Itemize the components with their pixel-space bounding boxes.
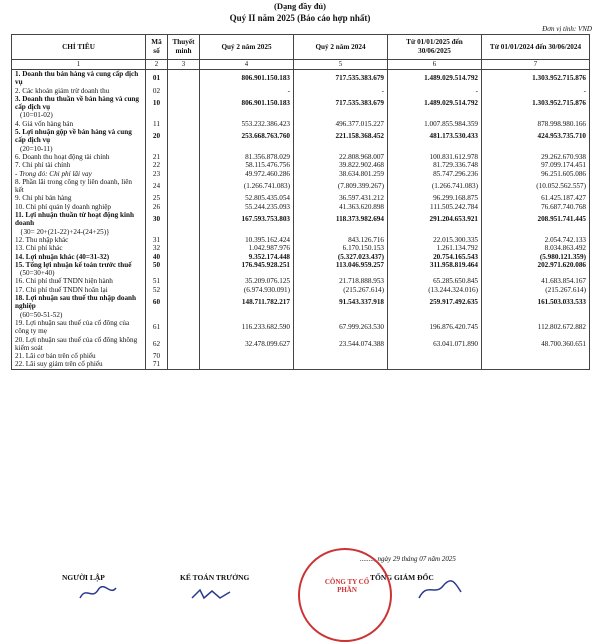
row-ytd-2025: 81.729.336.748 [388, 161, 482, 169]
row-q2-2025: 9.352.174.448 [200, 253, 294, 261]
row-code: 10 [146, 95, 168, 112]
row-ytd-2024: (10.052.562.557) [482, 178, 590, 195]
row-ytd-2024: 2.054.742.133 [482, 236, 590, 244]
row-q2-2024: 21.718.888.953 [294, 277, 388, 285]
col-number: 5 [294, 60, 388, 70]
row-code: 60 [146, 294, 168, 311]
table-row [12, 319, 590, 336]
report-subtitle: (Dạng đầy đủ) [274, 1, 326, 11]
row-label: 11. Lợi nhuận thuần từ hoạt động kinh doanh [12, 211, 146, 228]
row-note [168, 294, 200, 311]
row-q2-2024: 67.999.263.530 [294, 319, 388, 336]
row-label: (10=01-02) [12, 111, 146, 119]
row-code: 31 [146, 236, 168, 244]
row-ytd-2025: 85.747.296.236 [388, 170, 482, 178]
row-q2-2024: 717.535.383.679 [294, 95, 388, 112]
table-row [12, 311, 590, 319]
row-code: 52 [146, 286, 168, 294]
row-q2-2025: (1.266.741.083) [200, 178, 294, 195]
row-note [168, 70, 200, 87]
row-ytd-2024: 48.700.360.651 [482, 336, 590, 353]
col-number: 6 [388, 60, 482, 70]
row-q2-2024: 39.822.902.468 [294, 161, 388, 169]
row-q2-2024 [294, 352, 388, 360]
row-q2-2025: 35.209.076.125 [200, 277, 294, 285]
row-ytd-2024: 29.262.670.938 [482, 153, 590, 161]
row-ytd-2025: 65.285.650.845 [388, 277, 482, 285]
row-q2-2024 [294, 111, 388, 119]
row-code: 51 [146, 277, 168, 285]
row-ytd-2025 [388, 269, 482, 277]
row-ytd-2025 [388, 311, 482, 319]
row-note [168, 236, 200, 244]
row-q2-2024: 36.597.431.212 [294, 194, 388, 202]
director-label: TỔNG GIÁM ĐỐC [370, 573, 434, 582]
row-ytd-2025: 20.754.165.543 [388, 253, 482, 261]
row-q2-2025: 553.232.386.423 [200, 120, 294, 128]
row-q2-2024: - [294, 87, 388, 95]
row-code: 61 [146, 319, 168, 336]
row-q2-2024: 6.170.150.153 [294, 244, 388, 252]
row-q2-2025 [200, 111, 294, 119]
table-row [12, 244, 590, 252]
director-signature [415, 580, 465, 600]
table-row [12, 70, 590, 87]
row-label: 10. Chi phí quản lý doanh nghiệp [12, 203, 146, 211]
row-q2-2025: 167.593.753.803 [200, 211, 294, 228]
row-label: 21. Lãi cơ bản trên cổ phiếu [12, 352, 146, 360]
row-code [146, 269, 168, 277]
row-note [168, 120, 200, 128]
row-ytd-2025 [388, 360, 482, 369]
table-row [12, 336, 590, 353]
row-ytd-2025: 63.041.071.890 [388, 336, 482, 353]
row-code: 32 [146, 244, 168, 252]
table-row [12, 269, 590, 277]
col-number: 2 [146, 60, 168, 70]
row-label: 9. Chi phí bán hàng [12, 194, 146, 202]
row-note [168, 311, 200, 319]
table-row [12, 161, 590, 169]
row-code: 01 [146, 70, 168, 87]
row-q2-2025: 176.945.928.251 [200, 261, 294, 269]
table-row [12, 228, 590, 236]
row-q2-2025: 58.115.476.756 [200, 161, 294, 169]
row-label: 1. Doanh thu bán hàng và cung cấp dịch vụ [12, 70, 146, 87]
table-row [12, 211, 590, 228]
row-q2-2025 [200, 269, 294, 277]
row-ytd-2024: 1.303.952.715.876 [482, 95, 590, 112]
row-label: 8. Phần lãi trong công ty liên doanh, liên kết [12, 178, 146, 195]
row-q2-2025: 10.395.162.424 [200, 236, 294, 244]
row-note [168, 211, 200, 228]
row-ytd-2024: 112.802.672.882 [482, 319, 590, 336]
row-ytd-2024: 208.951.741.445 [482, 211, 590, 228]
row-ytd-2025: - [388, 87, 482, 95]
table-row [12, 277, 590, 285]
row-ytd-2025: (1.266.741.083) [388, 178, 482, 195]
row-note [168, 352, 200, 360]
row-ytd-2024: 41.683.854.167 [482, 277, 590, 285]
currency-unit: Đơn vị tính: VND [542, 25, 592, 33]
row-q2-2025: 81.356.878.029 [200, 153, 294, 161]
row-note [168, 269, 200, 277]
row-q2-2025: 806.901.150.183 [200, 70, 294, 87]
table-row [12, 120, 590, 128]
row-code: 50 [146, 261, 168, 269]
row-ytd-2025: 481.173.530.433 [388, 128, 482, 145]
row-code: 30 [146, 211, 168, 228]
row-code: 24 [146, 178, 168, 195]
row-note [168, 203, 200, 211]
row-label: 2. Các khoản giảm trừ doanh thu [12, 87, 146, 95]
row-q2-2024: 41.363.620.898 [294, 203, 388, 211]
row-note [168, 261, 200, 269]
row-note [168, 170, 200, 178]
row-ytd-2025: 1.489.029.514.792 [388, 95, 482, 112]
table-row [12, 153, 590, 161]
row-label: (50=30+40) [12, 269, 146, 277]
row-ytd-2024: 202.971.620.086 [482, 261, 590, 269]
row-q2-2024: 221.158.368.452 [294, 128, 388, 145]
row-q2-2025: 148.711.782.217 [200, 294, 294, 311]
table-row [12, 111, 590, 119]
table-row [12, 261, 590, 269]
row-ytd-2024: (215.267.614) [482, 286, 590, 294]
row-ytd-2025: 22.015.300.335 [388, 236, 482, 244]
row-label: 14. Lợi nhuận khác (40=31-32) [12, 253, 146, 261]
chief-accountant-signature [190, 588, 240, 600]
row-q2-2024 [294, 269, 388, 277]
row-label: 6. Doanh thu hoạt động tài chính [12, 153, 146, 161]
row-code: 40 [146, 253, 168, 261]
row-code: 20 [146, 128, 168, 145]
row-q2-2024: 113.046.959.257 [294, 261, 388, 269]
row-q2-2025: 806.901.150.183 [200, 95, 294, 112]
row-code: 23 [146, 170, 168, 178]
preparer-signature [78, 586, 118, 600]
row-q2-2024: 91.543.337.918 [294, 294, 388, 311]
income-statement-table [11, 34, 590, 370]
table-row [12, 286, 590, 294]
row-ytd-2025 [388, 228, 482, 236]
table-row [12, 203, 590, 211]
row-ytd-2024: 61.425.187.427 [482, 194, 590, 202]
row-code: 02 [146, 87, 168, 95]
row-label: 22. Lãi suy giảm trên cổ phiếu [12, 360, 146, 369]
row-ytd-2025: 1.489.029.514.792 [388, 70, 482, 87]
table-row [12, 95, 590, 112]
row-q2-2024: 843.126.716 [294, 236, 388, 244]
row-q2-2024 [294, 145, 388, 153]
row-note [168, 286, 200, 294]
header-row [12, 35, 590, 60]
table-row [12, 294, 590, 311]
row-note [168, 153, 200, 161]
row-ytd-2024: 8.034.863.492 [482, 244, 590, 252]
col-header-code: Mã số [146, 35, 168, 60]
col-header-ytd-2025: Từ 01/01/2025 đến 30/06/2025 [388, 35, 482, 60]
row-code [146, 145, 168, 153]
row-label: 17. Chi phí thuế TNDN hoãn lại [12, 286, 146, 294]
col-header-q2-2024: Quý 2 năm 2024 [294, 35, 388, 60]
row-ytd-2025 [388, 145, 482, 153]
row-label: 7. Chi phí tài chính [12, 161, 146, 169]
row-note [168, 253, 200, 261]
row-ytd-2024: 161.503.033.533 [482, 294, 590, 311]
row-q2-2024 [294, 228, 388, 236]
row-label: (20=10-11) [12, 145, 146, 153]
row-label: 13. Chi phí khác [12, 244, 146, 252]
report-title: Quý II năm 2025 (Báo cáo hợp nhất) [229, 13, 371, 23]
row-label: 3. Doanh thu thuần về bán hàng và cung cấp dịch vụ [12, 95, 146, 112]
row-label: 18. Lợi nhuận sau thuế thu nhập doanh nghiệp [12, 294, 146, 311]
row-note [168, 178, 200, 195]
row-q2-2024: 23.544.074.388 [294, 336, 388, 353]
row-q2-2024: (215.267.614) [294, 286, 388, 294]
row-note [168, 319, 200, 336]
row-label: 4. Giá vốn hàng bán [12, 120, 146, 128]
table-row [12, 236, 590, 244]
row-code: 70 [146, 352, 168, 360]
row-q2-2025 [200, 228, 294, 236]
row-label: 12. Thu nhập khác [12, 236, 146, 244]
table-body [12, 70, 590, 370]
row-code: 11 [146, 120, 168, 128]
row-note [168, 336, 200, 353]
col-number: 7 [482, 60, 590, 70]
row-ytd-2024: 424.953.735.710 [482, 128, 590, 145]
row-q2-2025: 116.233.682.590 [200, 319, 294, 336]
row-ytd-2024 [482, 360, 590, 369]
row-code: 26 [146, 203, 168, 211]
row-ytd-2025 [388, 111, 482, 119]
table-row [12, 178, 590, 195]
row-code: 25 [146, 194, 168, 202]
row-note [168, 228, 200, 236]
row-q2-2024 [294, 360, 388, 369]
row-ytd-2024: (5.980.121.359) [482, 253, 590, 261]
table-row [12, 145, 590, 153]
row-note [168, 145, 200, 153]
row-note [168, 87, 200, 95]
table-row [12, 253, 590, 261]
row-code [146, 228, 168, 236]
chief-accountant-label: KẾ TOÁN TRƯỞNG [180, 573, 250, 582]
row-label: 15. Tổng lợi nhuận kế toán trước thuế [12, 261, 146, 269]
row-q2-2024 [294, 311, 388, 319]
row-ytd-2025: 1.261.134.792 [388, 244, 482, 252]
table-row [12, 87, 590, 95]
row-ytd-2025: 111.505.242.784 [388, 203, 482, 211]
row-label: 5. Lợi nhuận gộp về bán hàng và cung cấp dịch vụ [12, 128, 146, 145]
row-q2-2025: - [200, 87, 294, 95]
col-header-note: Thuyết minh [168, 35, 200, 60]
row-q2-2025 [200, 311, 294, 319]
row-q2-2024: 717.535.383.679 [294, 70, 388, 87]
row-label: {30= 20+(21-22)+24-(24+25)} [12, 228, 146, 236]
row-ytd-2025: 1.007.855.984.359 [388, 120, 482, 128]
row-q2-2025 [200, 360, 294, 369]
row-ytd-2025: 100.831.612.978 [388, 153, 482, 161]
row-note [168, 277, 200, 285]
row-q2-2024: 38.634.801.259 [294, 170, 388, 178]
col-number: 1 [12, 60, 146, 70]
col-header-item: CHỈ TIÊU [12, 35, 146, 60]
row-label: 16. Chi phí thuế TNDN hiện hành [12, 277, 146, 285]
row-ytd-2025: 291.204.653.921 [388, 211, 482, 228]
row-ytd-2024: 1.303.952.715.876 [482, 70, 590, 87]
row-ytd-2025: 96.299.168.875 [388, 194, 482, 202]
row-ytd-2024: 76.687.740.768 [482, 203, 590, 211]
row-q2-2024: 118.373.982.694 [294, 211, 388, 228]
row-q2-2025: 52.805.435.054 [200, 194, 294, 202]
table-row [12, 352, 590, 360]
row-note [168, 194, 200, 202]
row-code [146, 111, 168, 119]
row-q2-2025 [200, 145, 294, 153]
row-q2-2025: 49.972.460.286 [200, 170, 294, 178]
row-label: 19. Lợi nhuận sau thuế của cổ đông của công ty mẹ [12, 319, 146, 336]
row-code: 22 [146, 161, 168, 169]
row-ytd-2024: 96.251.605.086 [482, 170, 590, 178]
row-ytd-2024: - [482, 87, 590, 95]
row-q2-2025: (6.974.930.091) [200, 286, 294, 294]
row-code: 62 [146, 336, 168, 353]
row-label: (60=50-51-52) [12, 311, 146, 319]
table-row [12, 128, 590, 145]
row-ytd-2025: 259.917.492.635 [388, 294, 482, 311]
row-q2-2025: 1.042.987.976 [200, 244, 294, 252]
row-ytd-2024 [482, 145, 590, 153]
row-note [168, 360, 200, 369]
preparer-label: NGƯỜI LẬP [62, 573, 105, 582]
row-ytd-2025 [388, 352, 482, 360]
row-label: - Trong đó: Chi phí lãi vay [12, 170, 146, 178]
row-q2-2024: 22.808.968.007 [294, 153, 388, 161]
row-q2-2025: 55.244.235.093 [200, 203, 294, 211]
column-number-row [12, 60, 590, 70]
row-code: 21 [146, 153, 168, 161]
table-row [12, 194, 590, 202]
row-q2-2024: 496.377.015.227 [294, 120, 388, 128]
col-header-q2-2025: Quý 2 năm 2025 [200, 35, 294, 60]
col-header-ytd-2024: Từ 01/01/2024 đến 30/06/2024 [482, 35, 590, 60]
row-ytd-2024 [482, 111, 590, 119]
row-ytd-2024 [482, 352, 590, 360]
row-ytd-2024 [482, 269, 590, 277]
row-ytd-2025: 196.876.420.745 [388, 319, 482, 336]
row-note [168, 161, 200, 169]
row-q2-2025 [200, 352, 294, 360]
row-ytd-2025: (13.244.324.016) [388, 286, 482, 294]
col-number: 3 [168, 60, 200, 70]
col-number: 4 [200, 60, 294, 70]
row-code [146, 311, 168, 319]
table-row [12, 170, 590, 178]
row-note [168, 95, 200, 112]
row-ytd-2025: 311.958.819.464 [388, 261, 482, 269]
row-label: 20. Lợi nhuận sau thuế của cổ đông không kiểm soát [12, 336, 146, 353]
row-code: 71 [146, 360, 168, 369]
row-q2-2024: (5.327.023.437) [294, 253, 388, 261]
row-ytd-2024 [482, 311, 590, 319]
row-ytd-2024: 878.998.980.166 [482, 120, 590, 128]
row-q2-2025: 32.478.099.627 [200, 336, 294, 353]
row-q2-2024: (7.809.399.267) [294, 178, 388, 195]
signing-date: ........, ngày 29 tháng 07 năm 2025 [360, 555, 456, 563]
row-q2-2025: 253.668.763.760 [200, 128, 294, 145]
table-row [12, 360, 590, 369]
row-ytd-2024 [482, 228, 590, 236]
company-stamp [298, 548, 392, 642]
row-note [168, 111, 200, 119]
stamp-text: CÔNG TY CỔ PHẦN [324, 578, 370, 594]
row-note [168, 244, 200, 252]
row-note [168, 128, 200, 145]
row-ytd-2024: 97.099.174.451 [482, 161, 590, 169]
